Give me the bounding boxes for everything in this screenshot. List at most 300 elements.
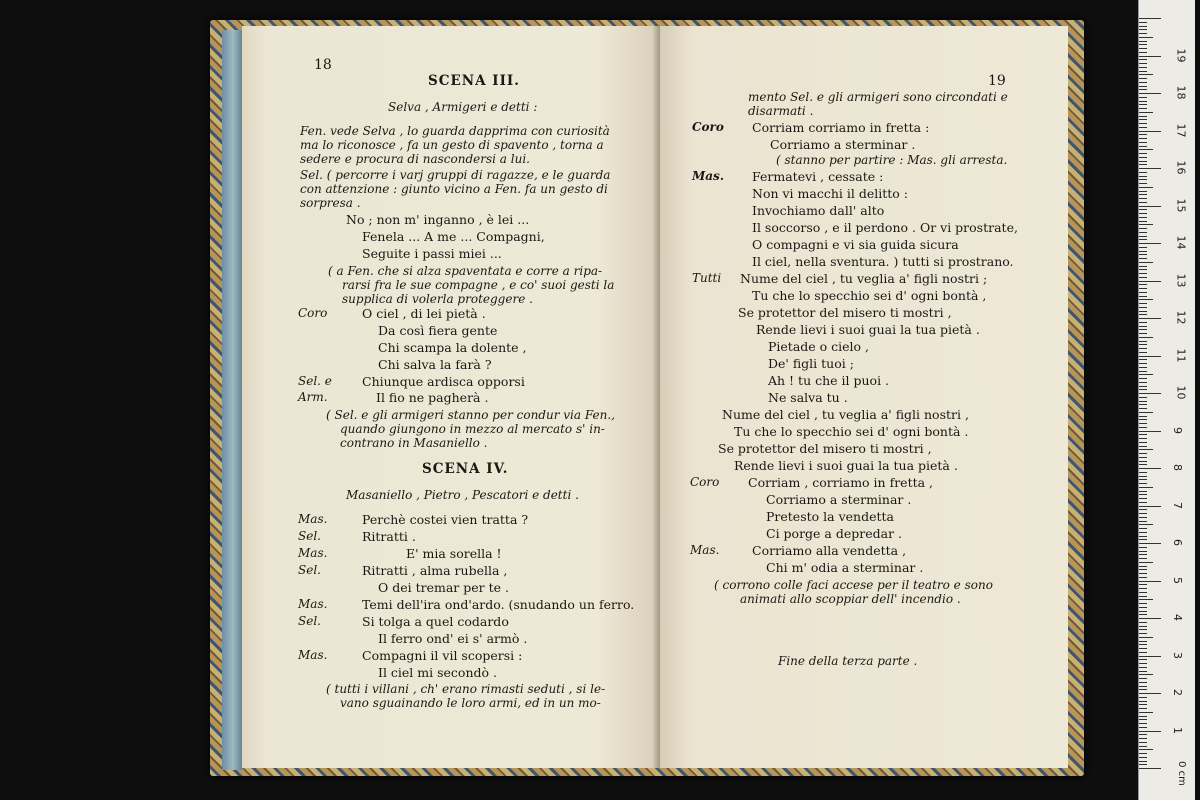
scene-characters: Masaniello , Pietro , Pescatori e detti . (346, 488, 579, 502)
ruler-tick (1139, 746, 1147, 747)
ruler-tick (1139, 149, 1153, 150)
verse-line: Nume del ciel , tu veglia a' figli nostri ; (740, 271, 988, 286)
ruler-tick (1139, 326, 1147, 327)
ruler-tick (1139, 29, 1147, 30)
stage-direction-line: rarsi fra le sue compagne , e co' suoi gesti la (342, 278, 615, 292)
ruler-tick (1139, 112, 1153, 113)
ruler-tick (1139, 277, 1147, 278)
ruler-tick (1139, 644, 1147, 645)
ruler-tick (1139, 614, 1147, 615)
ruler-number: 11 (1174, 348, 1188, 362)
ruler-tick (1139, 712, 1153, 713)
speaker-label: Coro (298, 306, 328, 320)
stage-direction-line: vano sguainando le loro armi, ed in un mo- (340, 696, 601, 710)
end-note: Fine della terza parte . (778, 654, 918, 668)
ruler-tick (1139, 213, 1147, 214)
ruler-tick (1139, 506, 1161, 507)
book-spine (222, 30, 244, 770)
speaker-label: Sel. e (298, 374, 332, 388)
page-number: 19 (988, 73, 1006, 89)
scene-heading: SCENA IV. (422, 461, 509, 477)
ruler-tick (1139, 239, 1147, 240)
ruler-tick (1139, 404, 1147, 405)
ruler-tick (1139, 322, 1147, 323)
ruler-number: 13 (1174, 273, 1188, 287)
speaker-label: Coro (690, 475, 720, 489)
ruler-number: 19 (1174, 48, 1188, 62)
ruler-tick (1139, 363, 1147, 364)
ruler-tick (1139, 367, 1147, 368)
verse-line: Perchè costei vien tratta ? (362, 512, 529, 527)
ruler-number: 12 (1174, 310, 1188, 325)
stage-direction-line: ma lo riconosce , fa un gesto di spavento , torna a (300, 138, 604, 152)
ruler-tick (1139, 547, 1147, 548)
ruler-tick (1139, 738, 1147, 739)
ruler-number: 8 (1171, 464, 1184, 471)
ruler-tick (1139, 401, 1147, 402)
ruler-tick (1139, 513, 1147, 514)
verse-line: Seguite i passi miei ... (362, 246, 502, 261)
verse-line: Corriam , corriamo in fretta , (748, 475, 934, 490)
ruler-number: 16 (1174, 160, 1188, 175)
ruler-number: 17 (1174, 123, 1188, 137)
ruler-number: 2 (1171, 689, 1184, 696)
ruler-tick (1139, 26, 1147, 27)
ruler-tick (1139, 554, 1147, 555)
ruler-tick (1139, 168, 1161, 169)
ruler-tick (1139, 581, 1161, 582)
ruler-number: 14 (1174, 235, 1188, 250)
ruler-tick (1139, 176, 1147, 177)
ruler-tick (1139, 558, 1147, 559)
ruler-tick (1139, 333, 1147, 334)
speaker-label: Mas. (298, 546, 328, 560)
ruler-tick (1139, 753, 1147, 754)
stage-direction-line: mento Sel. e gli armigeri sono circondati e (748, 90, 1008, 104)
ruler-tick (1139, 194, 1147, 195)
ruler-tick (1139, 667, 1147, 668)
ruler-number: 3 (1171, 651, 1184, 659)
verse-line: De' figli tuoi ; (768, 356, 854, 371)
ruler-tick (1139, 641, 1147, 642)
ruler-tick (1139, 284, 1147, 285)
ruler-unit-label: 0 cm (1175, 761, 1187, 786)
ruler-tick (1139, 479, 1147, 480)
ruler-tick (1139, 678, 1147, 679)
ruler-tick (1139, 356, 1161, 357)
ruler-tick (1139, 146, 1147, 147)
ruler-tick (1139, 179, 1147, 180)
ruler-tick (1139, 603, 1147, 604)
ruler-tick (1139, 288, 1147, 289)
ruler-tick (1139, 764, 1147, 765)
ruler-tick (1139, 382, 1147, 383)
ruler-tick (1139, 266, 1147, 267)
ruler-tick (1139, 599, 1153, 600)
ruler-tick (1139, 611, 1147, 612)
ruler-tick (1139, 329, 1147, 330)
verse-line: Il ferro ond' ei s' armò . (378, 631, 528, 646)
stage-direction-line: animati allo scoppiar dell' incendio . (740, 592, 961, 606)
ruler-tick (1139, 457, 1147, 458)
ruler-tick (1139, 449, 1153, 450)
verse-line: Chiunque ardisca opporsi (362, 374, 525, 389)
verse-line: Rende lievi i suoi guai la tua pietà . (734, 458, 958, 473)
ruler-tick (1139, 637, 1153, 638)
stage-direction-line: supplica di volerla proteggere . (342, 292, 533, 306)
ruler-tick (1139, 108, 1147, 109)
ruler-tick (1139, 723, 1147, 724)
verse-line: Il soccorso , e il perdono . Or vi prostrate, (752, 220, 1018, 235)
ruler-tick (1139, 164, 1147, 165)
ruler-tick (1139, 491, 1147, 492)
verse-line: Se protettor del misero ti mostri , (718, 441, 932, 456)
ruler-tick (1139, 59, 1147, 60)
verse-line: Chi scampa la dolente , (378, 340, 527, 355)
ruler-tick (1139, 768, 1161, 769)
ruler-tick (1139, 63, 1147, 64)
speaker-label: Coro (692, 120, 724, 134)
ruler-number: 4 (1171, 614, 1184, 621)
ruler-tick (1139, 217, 1147, 218)
ruler-tick (1139, 671, 1147, 672)
ruler-tick (1139, 468, 1161, 469)
ruler-tick (1139, 453, 1147, 454)
verse-line: Si tolga a quel codardo (362, 614, 509, 629)
ruler-tick (1139, 262, 1153, 263)
ruler-tick (1139, 157, 1147, 158)
verse-line: O dei tremar per te . (378, 580, 509, 595)
verse-line: Ritratti , alma rubella , (362, 563, 508, 578)
ruler-tick (1139, 502, 1147, 503)
verse-line: Chi salva la farà ? (378, 357, 492, 372)
ruler-tick (1139, 397, 1147, 398)
verse-line: Corriam corriamo in fretta : (752, 120, 930, 135)
ruler-tick (1139, 618, 1161, 619)
ruler-tick (1139, 633, 1147, 634)
ruler-tick (1139, 719, 1147, 720)
ruler-tick (1139, 517, 1147, 518)
ruler-tick (1139, 483, 1147, 484)
ruler-tick (1139, 337, 1153, 338)
verse-line: Compagni il vil scopersi : (362, 648, 523, 663)
ruler-tick (1139, 686, 1147, 687)
ruler-tick (1139, 123, 1147, 124)
ruler-tick (1139, 596, 1147, 597)
verse-line: O ciel , di lei pietà . (362, 306, 486, 321)
ruler-tick (1139, 378, 1147, 379)
verse-line: Tu che lo specchio sei d' ogni bontà , (752, 288, 987, 303)
ruler-tick (1139, 532, 1147, 533)
ruler-tick (1139, 427, 1147, 428)
ruler-tick (1139, 134, 1147, 135)
ruler-tick (1139, 352, 1147, 353)
verse-line: Non vi macchi il delitto : (752, 186, 908, 201)
ruler-tick (1139, 236, 1147, 237)
ruler-tick (1139, 18, 1161, 19)
verse-line: No ; non m' inganno , è lei ... (346, 212, 530, 227)
ruler-tick (1139, 206, 1161, 207)
ruler-tick (1139, 652, 1147, 653)
ruler-tick (1139, 438, 1147, 439)
ruler-tick (1139, 37, 1153, 38)
verse-line: Se protettor del misero ti mostri , (738, 305, 952, 320)
ruler-tick (1139, 607, 1147, 608)
ruler-tick (1139, 153, 1147, 154)
ruler-number: 15 (1174, 198, 1188, 212)
stage-direction-line: ( tutti i villani , ch' erano rimasti seduti , si le- (326, 682, 606, 696)
scene-heading: SCENA III. (428, 73, 520, 89)
stage-direction-line: ( a Fen. che si alza spaventata e corre a ripa- (328, 264, 603, 278)
stage-direction-line: ( corrono colle faci accese per il teatro e sono (714, 578, 993, 592)
stage-direction-line: con attenzione : giunto vicino a Fen. fa un gesto di (300, 182, 608, 196)
ruler-tick (1139, 138, 1147, 139)
speaker-label: Arm. (298, 390, 328, 404)
scene-characters: Selva , Armigeri e detti : (388, 100, 538, 114)
ruler-tick (1139, 419, 1147, 420)
ruler-tick (1139, 464, 1147, 465)
ruler-tick (1139, 629, 1147, 630)
ruler-tick (1139, 86, 1147, 87)
ruler-tick (1139, 693, 1161, 694)
ruler-tick (1139, 656, 1161, 657)
verse-line: Ah ! tu che il puoi . (768, 373, 890, 388)
verse-line: Il ciel mi secondò . (378, 665, 497, 680)
ruler-tick (1139, 183, 1147, 184)
ruler-tick (1139, 708, 1147, 709)
ruler-tick (1139, 539, 1147, 540)
ruler-tick (1139, 359, 1147, 360)
stage-direction-line: sorpresa . (300, 196, 361, 210)
ruler-number: 9 (1171, 426, 1184, 434)
verse-line: E' mia sorella ! (406, 546, 502, 561)
speaker-label: Sel. (298, 614, 321, 628)
ruler-tick (1139, 52, 1147, 53)
ruler-tick (1139, 742, 1147, 743)
ruler-tick (1139, 71, 1147, 72)
ruler-tick (1139, 161, 1147, 162)
ruler-tick (1139, 494, 1147, 495)
right-page (660, 26, 1068, 768)
speaker-label: Mas. (298, 512, 328, 526)
ruler-tick (1139, 674, 1153, 675)
ruler-tick (1139, 408, 1147, 409)
verse-line: Corriamo alla vendetta , (752, 543, 907, 558)
verse-line: Ci porge a depredar . (766, 526, 902, 541)
verse-line: Ritratti . (362, 529, 416, 544)
ruler-tick (1139, 97, 1147, 98)
stage-direction-line: ( Sel. e gli armigeri stanno per condur via Fen., (326, 408, 615, 422)
speaker-label: Mas. (298, 648, 328, 662)
verse-line: Corriamo a sterminar . (770, 137, 916, 152)
verse-line: O compagni e vi sia guida sicura (752, 237, 959, 252)
ruler-tick (1139, 761, 1147, 762)
ruler-tick (1139, 101, 1147, 102)
ruler-tick (1139, 689, 1147, 690)
verse-line: Ne salva tu . (768, 390, 848, 405)
ruler-tick (1139, 509, 1147, 510)
ruler-tick (1139, 254, 1147, 255)
ruler-tick (1139, 622, 1147, 623)
ruler-tick (1139, 221, 1147, 222)
ruler-tick (1139, 536, 1147, 537)
verse-line: Il fio ne pagherà . (376, 390, 489, 405)
stage-direction-line: disarmati . (748, 104, 814, 118)
ruler-tick (1139, 119, 1147, 120)
ruler-tick (1139, 416, 1147, 417)
verse-line: Da così fiera gente (378, 323, 498, 338)
stage-direction-line: quando giungono in mezzo al mercato s' in- (340, 422, 605, 436)
ruler-tick (1139, 521, 1147, 522)
ruler-tick (1139, 56, 1161, 57)
ruler-tick (1139, 303, 1147, 304)
ruler-tick (1139, 78, 1147, 79)
ruler-number: 5 (1171, 576, 1184, 584)
ruler-tick (1139, 258, 1147, 259)
ruler-tick (1139, 344, 1147, 345)
ruler-tick (1139, 48, 1147, 49)
ruler-tick (1139, 247, 1147, 248)
ruler-tick (1139, 314, 1147, 315)
verse-line: Tu che lo specchio sei d' ogni bontà . (734, 424, 969, 439)
ruler-tick (1139, 472, 1147, 473)
ruler-tick (1139, 311, 1147, 312)
stage-direction-line: sedere e procura di nascondersi a lui. (300, 152, 530, 166)
ruler-tick (1139, 412, 1153, 413)
ruler-number: 10 (1174, 385, 1188, 400)
ruler-tick (1139, 626, 1147, 627)
ruler-tick (1139, 281, 1161, 282)
ruler-number: 1 (1171, 726, 1184, 734)
ruler-tick (1139, 67, 1147, 68)
ruler-tick (1139, 187, 1153, 188)
verse-line: Il ciel, nella sventura. ) tutti si prostrano. (752, 254, 1014, 269)
ruler-tick (1139, 299, 1153, 300)
ruler-tick (1139, 41, 1147, 42)
ruler-tick (1139, 659, 1147, 660)
ruler-tick (1139, 202, 1147, 203)
ruler-tick (1139, 734, 1147, 735)
ruler-tick (1139, 701, 1147, 702)
ruler-number: 6 (1171, 539, 1184, 546)
ruler-tick (1139, 442, 1147, 443)
ruler-tick (1139, 33, 1147, 34)
ruler-tick (1139, 131, 1161, 132)
ruler-tick (1139, 562, 1153, 563)
ruler-tick (1139, 386, 1147, 387)
ruler-tick (1139, 228, 1147, 229)
ruler-tick (1139, 341, 1147, 342)
ruler-tick (1139, 89, 1147, 90)
ruler-tick (1139, 528, 1147, 529)
ruler-tick (1139, 232, 1147, 233)
ruler-tick (1139, 374, 1153, 375)
ruler-tick (1139, 573, 1147, 574)
ruler-tick (1139, 434, 1147, 435)
left-page (242, 26, 660, 768)
ruler-tick (1139, 44, 1147, 45)
verse-line: Chi m' odia a sterminar . (766, 560, 924, 575)
ruler-number: 7 (1171, 501, 1184, 509)
verse-line: Rende lievi i suoi guai la tua pietà . (756, 322, 980, 337)
ruler-tick (1139, 307, 1147, 308)
ruler-tick (1139, 209, 1147, 210)
ruler-tick (1139, 198, 1147, 199)
ruler-tick (1139, 727, 1147, 728)
ruler-tick (1139, 172, 1147, 173)
ruler-tick (1139, 543, 1161, 544)
ruler-tick (1139, 566, 1147, 567)
ruler-tick (1139, 749, 1153, 750)
ruler-tick (1139, 648, 1147, 649)
ruler-tick (1139, 577, 1147, 578)
ruler-tick (1139, 476, 1147, 477)
verse-line: Invochiamo dall' alto (752, 203, 885, 218)
ruler-tick (1139, 423, 1147, 424)
ruler-tick (1139, 588, 1147, 589)
measuring-ruler (1138, 0, 1195, 800)
ruler-tick (1139, 269, 1147, 270)
ruler-tick (1139, 371, 1147, 372)
verse-line: Temi dell'ira ond'ardo. (snudando un ferro. (362, 597, 635, 612)
speaker-label: Sel. (298, 529, 321, 543)
ruler-tick (1139, 142, 1147, 143)
ruler-tick (1139, 524, 1153, 525)
ruler-tick (1139, 22, 1147, 23)
ruler-tick (1139, 731, 1161, 732)
ruler-tick (1139, 243, 1161, 244)
ruler-number: 18 (1174, 85, 1188, 100)
ruler-tick (1139, 191, 1147, 192)
ruler-tick (1139, 389, 1147, 390)
ruler-tick (1139, 393, 1161, 394)
stage-direction-line: ( stanno per partire : Mas. gli arresta. (776, 153, 1008, 167)
ruler-tick (1139, 348, 1147, 349)
ruler-tick (1139, 82, 1147, 83)
ruler-tick (1139, 569, 1147, 570)
ruler-tick (1139, 697, 1147, 698)
ruler-tick (1139, 592, 1147, 593)
ruler-tick (1139, 663, 1147, 664)
speaker-label: Tutti (692, 271, 722, 285)
verse-line: Pretesto la vendetta (766, 509, 894, 524)
ruler-tick (1139, 682, 1147, 683)
ruler-tick (1139, 273, 1147, 274)
speaker-label: Sel. (298, 563, 321, 577)
ruler-tick (1139, 224, 1153, 225)
ruler-tick (1139, 116, 1147, 117)
verse-line: Nume del ciel , tu veglia a' figli nostri , (722, 407, 969, 422)
ruler-tick (1139, 318, 1161, 319)
verse-line: Fenela ... A me ... Compagni, (362, 229, 545, 244)
ruler-tick (1139, 446, 1147, 447)
ruler-tick (1139, 716, 1147, 717)
ruler-tick (1139, 551, 1147, 552)
ruler-tick (1139, 93, 1161, 94)
speaker-label: Mas. (690, 543, 720, 557)
ruler-tick (1139, 584, 1147, 585)
stage-direction-line: Fen. vede Selva , lo guarda dapprima con curiosità (300, 124, 610, 138)
ruler-tick (1139, 292, 1147, 293)
ruler-tick (1139, 296, 1147, 297)
speaker-label: Mas. (692, 169, 724, 183)
verse-line: Corriamo a sterminar . (766, 492, 912, 507)
ruler-tick (1139, 74, 1153, 75)
ruler-tick (1139, 104, 1147, 105)
ruler-tick (1139, 251, 1147, 252)
ruler-tick (1139, 461, 1147, 462)
verse-line: Fermatevi , cessate : (752, 169, 884, 184)
